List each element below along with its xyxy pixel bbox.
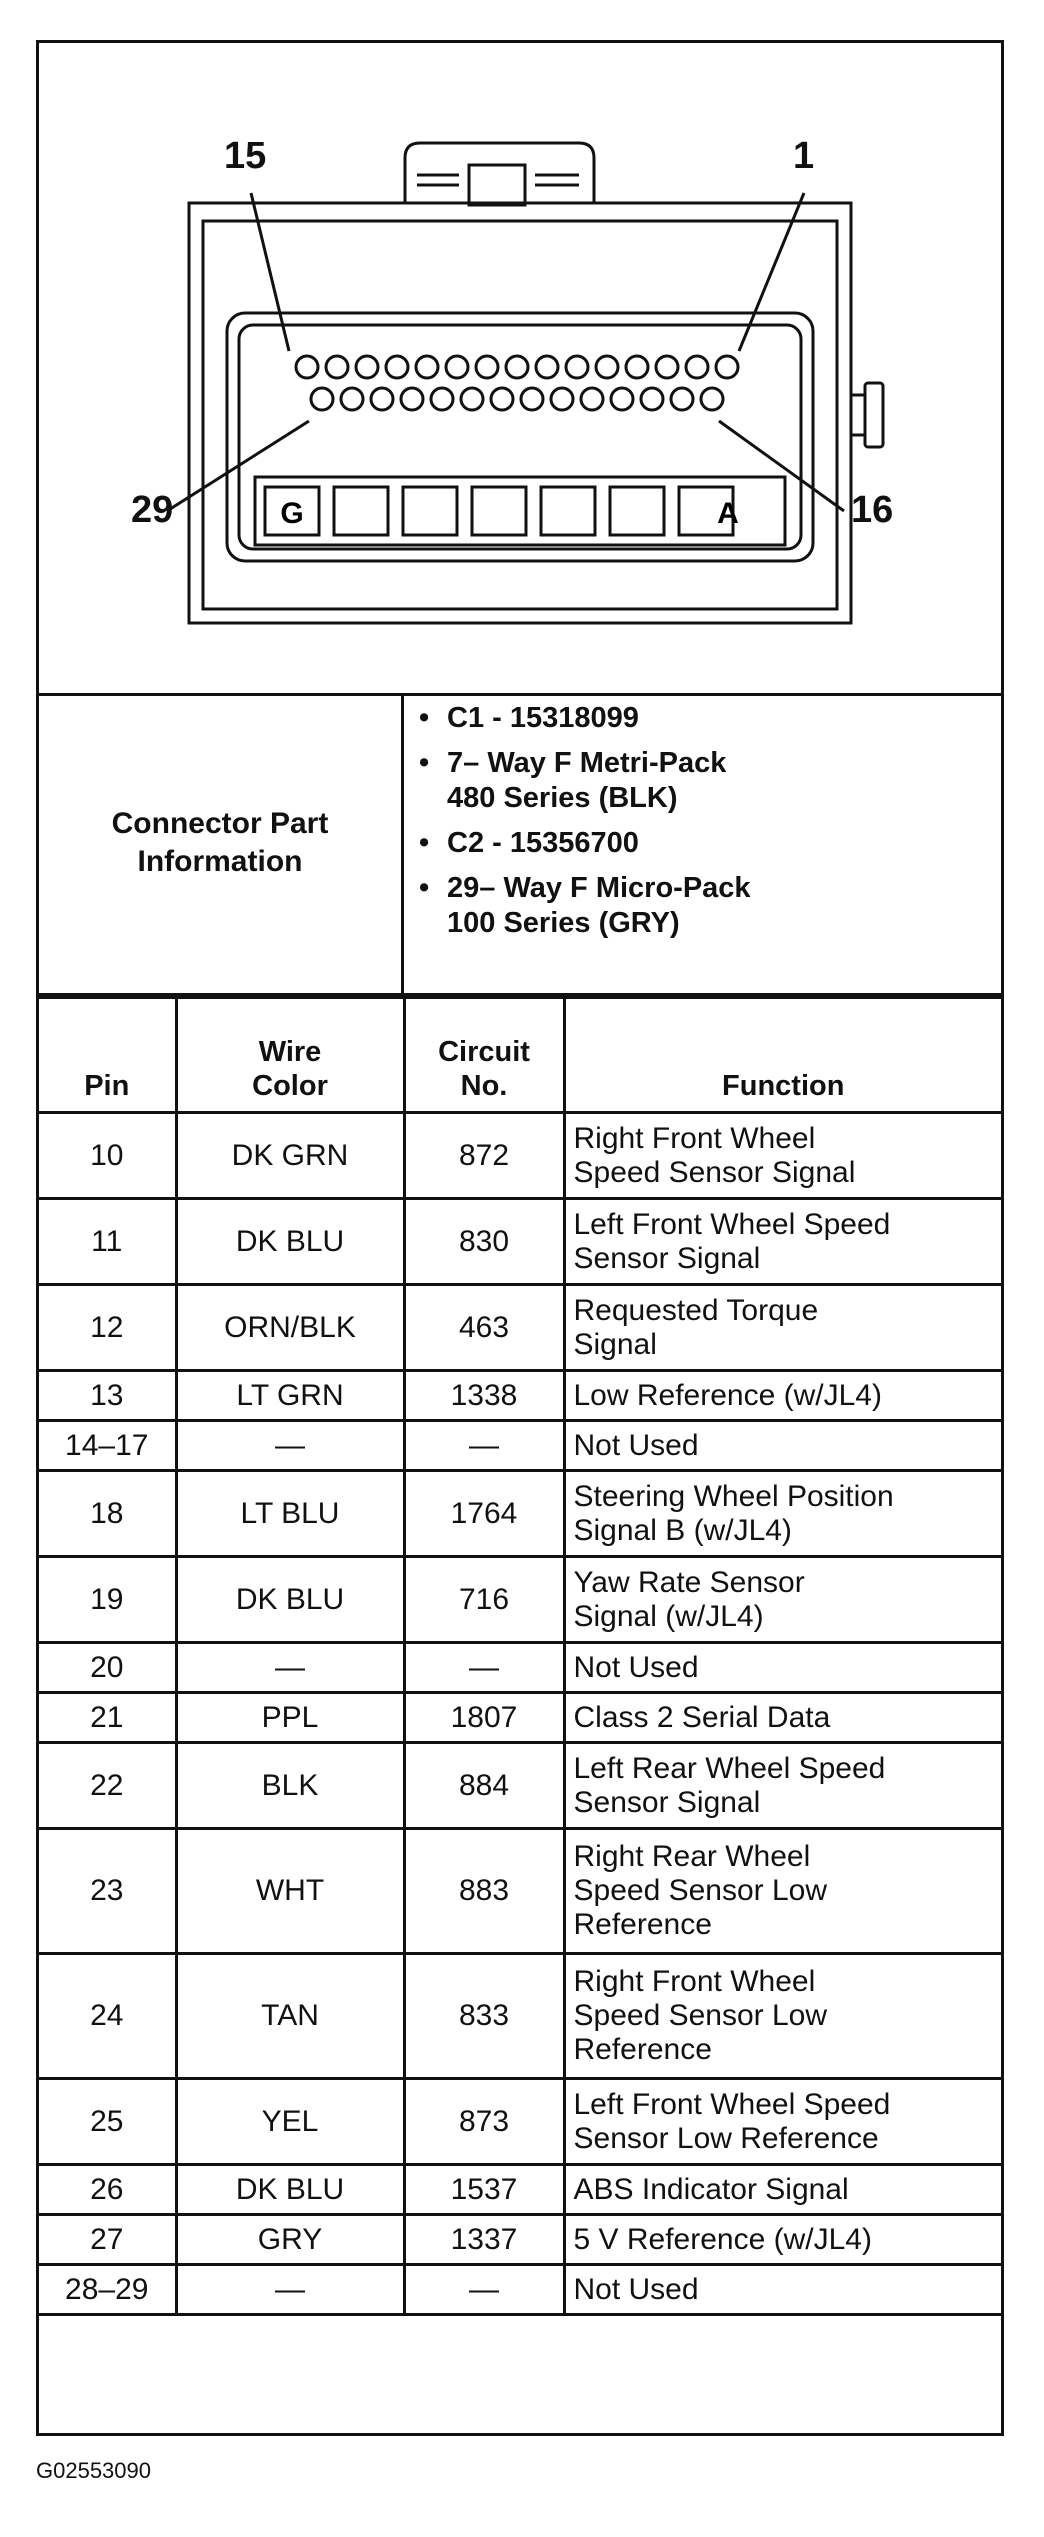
wire-color-cell: ORN/BLK — [176, 1285, 404, 1371]
function-line: Sensor Low Reference — [573, 2121, 879, 2155]
connector-info-item-line: 100 Series (GRY) — [447, 907, 680, 939]
pin-hole — [386, 356, 408, 378]
pin-hole — [521, 388, 543, 410]
circuit-cell: 883 — [404, 1829, 564, 1954]
function-cell — [564, 1557, 1001, 1643]
table-row — [39, 1954, 1001, 2079]
pin-hole — [701, 388, 723, 410]
wire-color-cell: YEL — [176, 2079, 404, 2165]
table-row — [39, 2165, 1001, 2215]
pin-hole — [431, 388, 453, 410]
circuit-cell: 1807 — [404, 1693, 564, 1743]
connector-info-item — [419, 871, 989, 941]
pin-cell: 26 — [39, 2165, 176, 2215]
pin-cell: 10 — [39, 1113, 176, 1199]
pin-hole — [506, 356, 528, 378]
connector-info-item-line: • C1 - 15318099 — [447, 702, 639, 734]
function-line: ABS Indicator Signal — [573, 2172, 849, 2206]
function-cell — [564, 1954, 1001, 2079]
pin-cell: 21 — [39, 1693, 176, 1743]
function-line: Not Used — [573, 1650, 699, 1684]
table-header-row — [39, 998, 1001, 1113]
pin-cell: 13 — [39, 1371, 176, 1421]
pin-cell: 23 — [39, 1829, 176, 1954]
circuit-cell: — — [404, 1643, 564, 1693]
header-wire-color: Wire Color — [176, 998, 404, 1113]
terminal-cavity — [610, 487, 664, 535]
pin-cell: 18 — [39, 1471, 176, 1557]
function-line: Class 2 Serial Data — [573, 1700, 831, 1734]
pin-hole — [536, 356, 558, 378]
function-line: Left Rear Wheel Speed — [573, 1751, 886, 1785]
connector-info-item-line: • 29– Way F Micro-Pack — [447, 872, 751, 904]
function-line: Speed Sensor Low — [573, 1999, 828, 2032]
header-function: Function — [564, 998, 1001, 1113]
pin-hole — [596, 356, 618, 378]
connector-info-item-line: • 7– Way F Metri-Pack — [447, 747, 727, 779]
function-cell — [564, 2079, 1001, 2165]
function-line: Speed Sensor Low — [573, 1874, 828, 1907]
function-line: Steering Wheel Position — [573, 1479, 894, 1513]
circuit-cell: 1337 — [404, 2215, 564, 2265]
key-label-g: G — [280, 497, 304, 530]
table-row — [39, 1471, 1001, 1557]
wire-color-cell: DK BLU — [176, 2165, 404, 2215]
function-cell — [564, 1113, 1001, 1199]
function-line: Requested Torque — [573, 1293, 819, 1327]
table-row — [39, 1829, 1001, 1954]
terminal-cavity — [403, 487, 457, 535]
table-row — [39, 1285, 1001, 1371]
circuit-cell: 830 — [404, 1199, 564, 1285]
wire-color-cell: GRY — [176, 2215, 404, 2265]
function-cell — [564, 1421, 1001, 1471]
pin-hole — [716, 356, 738, 378]
function-cell — [564, 1199, 1001, 1285]
circuit-cell: 1537 — [404, 2165, 564, 2215]
pin-label-16: 16 — [851, 489, 894, 531]
table-row — [39, 2265, 1001, 2315]
pin-hole — [491, 388, 513, 410]
circuit-cell: 463 — [404, 1285, 564, 1371]
pin-cell: 22 — [39, 1743, 176, 1829]
pin-hole — [671, 388, 693, 410]
function-line: Signal (w/JL4) — [573, 1599, 764, 1633]
connector-info-heading — [39, 693, 404, 993]
function-cell — [564, 1829, 1001, 1954]
wire-color-cell: TAN — [176, 1954, 404, 2079]
connector-info-item-line: 480 Series (BLK) — [447, 782, 678, 814]
pin-hole — [371, 388, 393, 410]
pin-hole — [401, 388, 423, 410]
circuit-cell: 873 — [404, 2079, 564, 2165]
function-cell — [564, 2265, 1001, 2315]
wire-color-cell: BLK — [176, 1743, 404, 1829]
pin-label-29: 29 — [131, 489, 174, 531]
circuit-cell: 872 — [404, 1113, 564, 1199]
table-row — [39, 1743, 1001, 1829]
pin-hole — [626, 356, 648, 378]
wire-color-cell: LT GRN — [176, 1371, 404, 1421]
function-line: Reference — [573, 1908, 712, 1941]
pin-hole — [656, 356, 678, 378]
wire-color-cell: DK BLU — [176, 1557, 404, 1643]
pin-hole — [476, 356, 498, 378]
connector-info-item — [419, 701, 989, 736]
table-row — [39, 2079, 1001, 2165]
connector-drawing — [39, 43, 1001, 693]
function-line: Signal B (w/JL4) — [573, 1513, 792, 1547]
pin-cell: 24 — [39, 1954, 176, 2079]
table-row — [39, 1199, 1001, 1285]
function-line: Left Front Wheel Speed — [573, 2087, 891, 2121]
key-label-a: A — [717, 497, 739, 530]
connector-info-heading-line1: Connector Part — [111, 807, 329, 840]
table-row — [39, 1693, 1001, 1743]
function-line: Sensor Signal — [573, 1785, 761, 1819]
circuit-cell: 833 — [404, 1954, 564, 2079]
pin-hole — [581, 388, 603, 410]
circuit-cell: 1764 — [404, 1471, 564, 1557]
table-row — [39, 1371, 1001, 1421]
pin-hole — [326, 356, 348, 378]
circuit-cell: 884 — [404, 1743, 564, 1829]
figure-code: G02553090 — [36, 2458, 151, 2483]
wire-color-cell: PPL — [176, 1693, 404, 1743]
terminal-cavity — [541, 487, 595, 535]
pin-hole — [461, 388, 483, 410]
table-row — [39, 1557, 1001, 1643]
circuit-cell: 1338 — [404, 1371, 564, 1421]
table-row — [39, 1113, 1001, 1199]
terminal-cavity — [472, 487, 526, 535]
connector-part-information — [39, 693, 1001, 996]
wire-color-cell: DK GRN — [176, 1113, 404, 1199]
wire-color-cell: LT BLU — [176, 1471, 404, 1557]
function-line: Left Front Wheel Speed — [573, 1207, 891, 1241]
pin-hole — [356, 356, 378, 378]
connector-diagram — [39, 43, 1001, 696]
function-line: Speed Sensor Signal — [573, 1155, 856, 1189]
function-line: Not Used — [573, 1428, 699, 1462]
function-line: Reference — [573, 2033, 712, 2066]
connector-info-item — [419, 826, 989, 861]
connector-frame — [36, 40, 1004, 2436]
circuit-cell: — — [404, 2265, 564, 2315]
function-cell — [564, 1371, 1001, 1421]
wire-color-cell: — — [176, 1421, 404, 1471]
function-cell — [564, 1643, 1001, 1693]
function-cell — [564, 2165, 1001, 2215]
function-cell — [564, 1285, 1001, 1371]
pin-hole — [446, 356, 468, 378]
function-line: 5 V Reference (w/JL4) — [573, 2222, 872, 2256]
pin-label-15: 15 — [224, 135, 267, 177]
connector-info-list — [419, 701, 989, 951]
function-cell — [564, 1471, 1001, 1557]
pin-hole — [341, 388, 363, 410]
header-circuit-no: Circuit No. — [404, 998, 564, 1113]
function-line: Right Rear Wheel — [573, 1840, 811, 1873]
pin-hole — [611, 388, 633, 410]
table-row — [39, 1643, 1001, 1693]
pin-hole — [296, 356, 318, 378]
wire-color-cell: DK BLU — [176, 1199, 404, 1285]
circuit-cell: 716 — [404, 1557, 564, 1643]
pin-hole — [566, 356, 588, 378]
pin-cell: 11 — [39, 1199, 176, 1285]
table-row — [39, 1421, 1001, 1471]
pinout-table — [39, 996, 1001, 2316]
function-line: Yaw Rate Sensor — [573, 1565, 805, 1599]
connector-info-heading-line2: Information — [137, 845, 303, 878]
function-line: Not Used — [573, 2272, 699, 2306]
pin-cell: 12 — [39, 1285, 176, 1371]
pin-cell: 19 — [39, 1557, 176, 1643]
table-row — [39, 2215, 1001, 2265]
function-cell — [564, 2215, 1001, 2265]
terminal-cavity — [334, 487, 388, 535]
wire-color-cell: WHT — [176, 1829, 404, 1954]
function-line: Right Front Wheel — [573, 1121, 816, 1155]
pin-cell: 25 — [39, 2079, 176, 2165]
circuit-cell: — — [404, 1421, 564, 1471]
pin-cell: 28–29 — [39, 2265, 176, 2315]
pin-hole — [416, 356, 438, 378]
function-line: Sensor Signal — [573, 1241, 761, 1275]
pin-cell: 14–17 — [39, 1421, 176, 1471]
connector-info-item-line: • C2 - 15356700 — [447, 827, 639, 859]
pin-cell: 20 — [39, 1643, 176, 1693]
function-cell — [564, 1743, 1001, 1829]
function-line: Low Reference (w/JL4) — [573, 1378, 882, 1412]
header-pin: Pin — [39, 998, 176, 1113]
function-line: Signal — [573, 1327, 657, 1361]
pin-hole — [686, 356, 708, 378]
pin-hole — [551, 388, 573, 410]
function-line: Right Front Wheel — [573, 1965, 816, 1998]
pin-hole — [311, 388, 333, 410]
wire-color-cell: — — [176, 2265, 404, 2315]
connector-info-item — [419, 746, 989, 816]
pin-cell: 27 — [39, 2215, 176, 2265]
pin-label-1: 1 — [793, 135, 815, 177]
function-cell — [564, 1693, 1001, 1743]
wire-color-cell: — — [176, 1643, 404, 1693]
pin-hole — [641, 388, 663, 410]
